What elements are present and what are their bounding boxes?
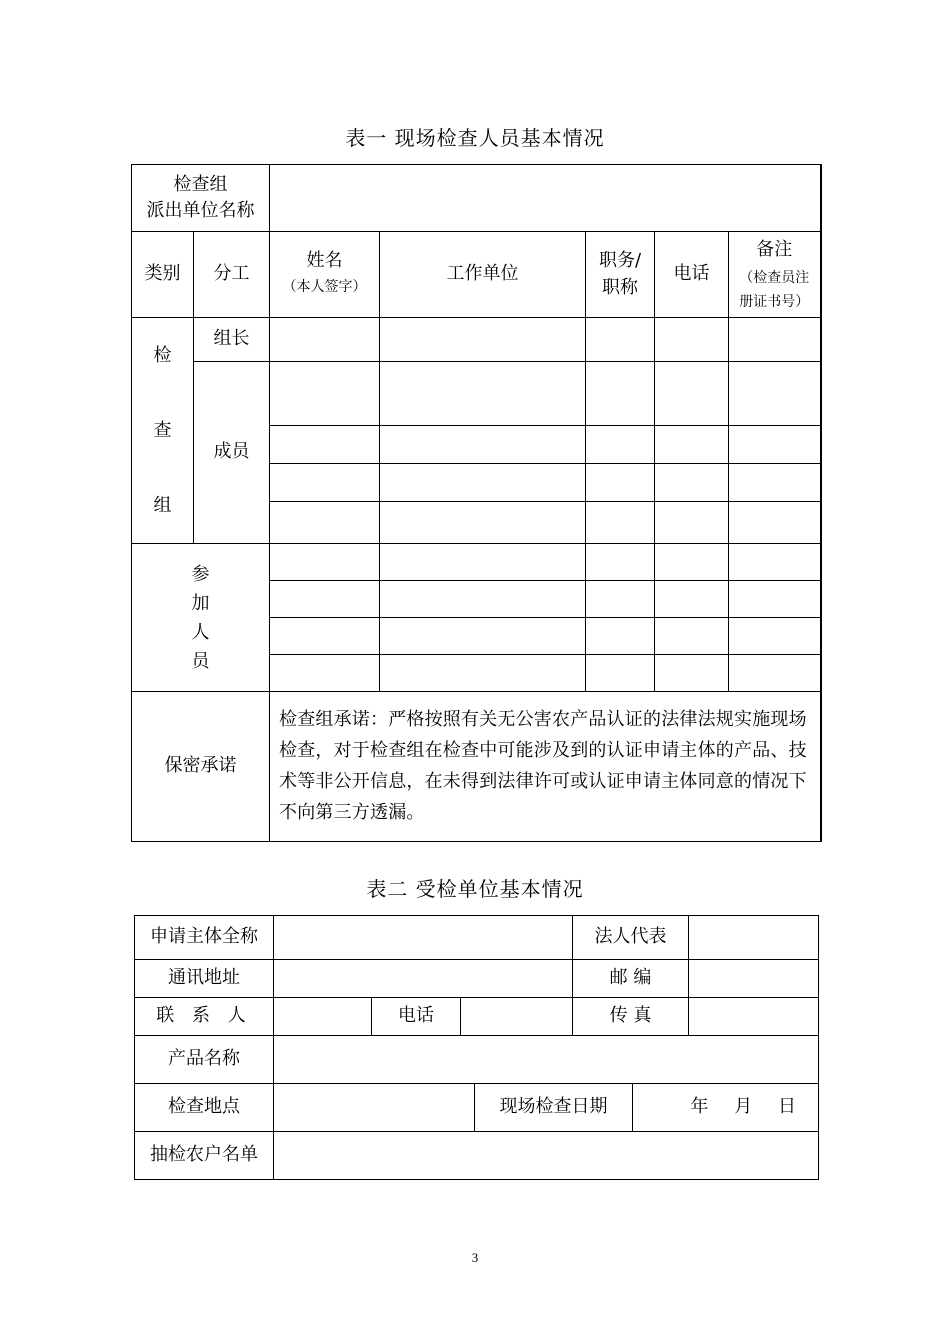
leader-label: 组长 xyxy=(194,318,270,362)
postal-code-field[interactable] xyxy=(689,960,819,998)
table-cell[interactable] xyxy=(270,544,380,581)
table-cell[interactable] xyxy=(380,362,586,426)
table-cell[interactable] xyxy=(380,581,586,618)
inspection-date-label: 现场检查日期 xyxy=(475,1084,633,1132)
mailing-address-label: 通讯地址 xyxy=(135,960,274,998)
table2-title: 表二 受检单位基本情况 xyxy=(366,877,584,901)
table-cell[interactable] xyxy=(270,318,380,362)
legal-representative-label: 法人代表 xyxy=(573,916,689,960)
table-cell[interactable] xyxy=(655,618,729,655)
table-cell[interactable] xyxy=(586,502,655,544)
header-remark: 备注 （检查员注 册证书号） xyxy=(729,232,821,318)
table-cell[interactable] xyxy=(729,618,821,655)
contact-person-field[interactable] xyxy=(274,998,372,1036)
inspected-unit-table xyxy=(134,915,819,1180)
page-number: 3 xyxy=(471,1250,479,1265)
table-cell[interactable] xyxy=(380,655,586,692)
confidentiality-text: 检查组承诺：严格按照有关无公害农产品认证的法律法规实施现场检查，对于检查组在检查中可能涉及到的认证申请主体的产品、技术等非公开信息，在未得到法律许可或认证申请主体同意的情况下不向第三方透漏。 xyxy=(270,692,821,842)
table-cell[interactable] xyxy=(586,655,655,692)
table-cell[interactable] xyxy=(270,618,380,655)
sampled-farmers-label: 抽检农户名单 xyxy=(135,1132,274,1180)
table-cell[interactable] xyxy=(270,655,380,692)
inspection-personnel-table xyxy=(131,164,822,842)
header-position: 职务/ 职称 xyxy=(586,232,655,318)
table-cell[interactable] xyxy=(586,362,655,426)
applicant-name-label: 申请主体全称 xyxy=(135,916,274,960)
applicant-name-field[interactable] xyxy=(274,916,573,960)
fax-field[interactable] xyxy=(689,998,819,1036)
table-cell[interactable] xyxy=(270,464,380,502)
table-cell[interactable] xyxy=(655,464,729,502)
member-label: 成员 xyxy=(194,362,270,544)
table-cell[interactable] xyxy=(380,318,586,362)
table-cell[interactable] xyxy=(380,618,586,655)
header-division: 分工 xyxy=(194,232,270,318)
header-phone: 电话 xyxy=(655,232,729,318)
table-cell[interactable] xyxy=(655,426,729,464)
inspection-location-label: 检查地点 xyxy=(135,1084,274,1132)
sampled-farmers-field[interactable] xyxy=(274,1132,819,1180)
header-name: 姓名 （本人签字） xyxy=(270,232,380,318)
product-name-field[interactable] xyxy=(274,1036,819,1084)
table-cell[interactable] xyxy=(270,581,380,618)
table-cell[interactable] xyxy=(586,464,655,502)
table-cell[interactable] xyxy=(270,502,380,544)
legal-representative-field[interactable] xyxy=(689,916,819,960)
table-cell[interactable] xyxy=(729,581,821,618)
inspection-date-field[interactable]: 年 月 日 xyxy=(633,1084,819,1132)
table-cell[interactable] xyxy=(655,502,729,544)
header-category: 类别 xyxy=(132,232,194,318)
contact-person-label: 联 系 人 xyxy=(135,998,274,1036)
dispatch-unit-label: 检查组 派出单位名称 xyxy=(132,165,270,232)
table-cell[interactable] xyxy=(586,426,655,464)
table-cell[interactable] xyxy=(655,318,729,362)
table-cell[interactable] xyxy=(586,544,655,581)
table-cell[interactable] xyxy=(729,502,821,544)
table-cell[interactable] xyxy=(729,544,821,581)
table-cell[interactable] xyxy=(729,362,821,426)
table1-title: 表一 现场检查人员基本情况 xyxy=(345,126,605,150)
fax-label: 传 真 xyxy=(573,998,689,1036)
confidentiality-label: 保密承诺 xyxy=(132,692,270,842)
participants-label: 参 加 人 员 xyxy=(132,544,270,692)
table-cell[interactable] xyxy=(586,318,655,362)
phone-label: 电话 xyxy=(372,998,461,1036)
table-cell[interactable] xyxy=(729,426,821,464)
mailing-address-field[interactable] xyxy=(274,960,573,998)
table-cell[interactable] xyxy=(729,655,821,692)
table-cell[interactable] xyxy=(655,362,729,426)
table-cell[interactable] xyxy=(380,426,586,464)
postal-code-label: 邮 编 xyxy=(573,960,689,998)
table-cell[interactable] xyxy=(729,464,821,502)
dispatch-unit-field[interactable] xyxy=(270,165,821,232)
table-cell[interactable] xyxy=(729,318,821,362)
group-label: 检 查 组 xyxy=(132,318,194,544)
header-workplace: 工作单位 xyxy=(380,232,586,318)
table-cell[interactable] xyxy=(655,655,729,692)
phone-field[interactable] xyxy=(461,998,573,1036)
table-cell[interactable] xyxy=(586,581,655,618)
inspection-location-field[interactable] xyxy=(274,1084,475,1132)
table-cell[interactable] xyxy=(380,502,586,544)
table-cell[interactable] xyxy=(586,618,655,655)
table-cell[interactable] xyxy=(270,426,380,464)
table-cell[interactable] xyxy=(655,544,729,581)
product-name-label: 产品名称 xyxy=(135,1036,274,1084)
table-cell[interactable] xyxy=(655,581,729,618)
table-cell[interactable] xyxy=(380,544,586,581)
table-cell[interactable] xyxy=(380,464,586,502)
table-cell[interactable] xyxy=(270,362,380,426)
